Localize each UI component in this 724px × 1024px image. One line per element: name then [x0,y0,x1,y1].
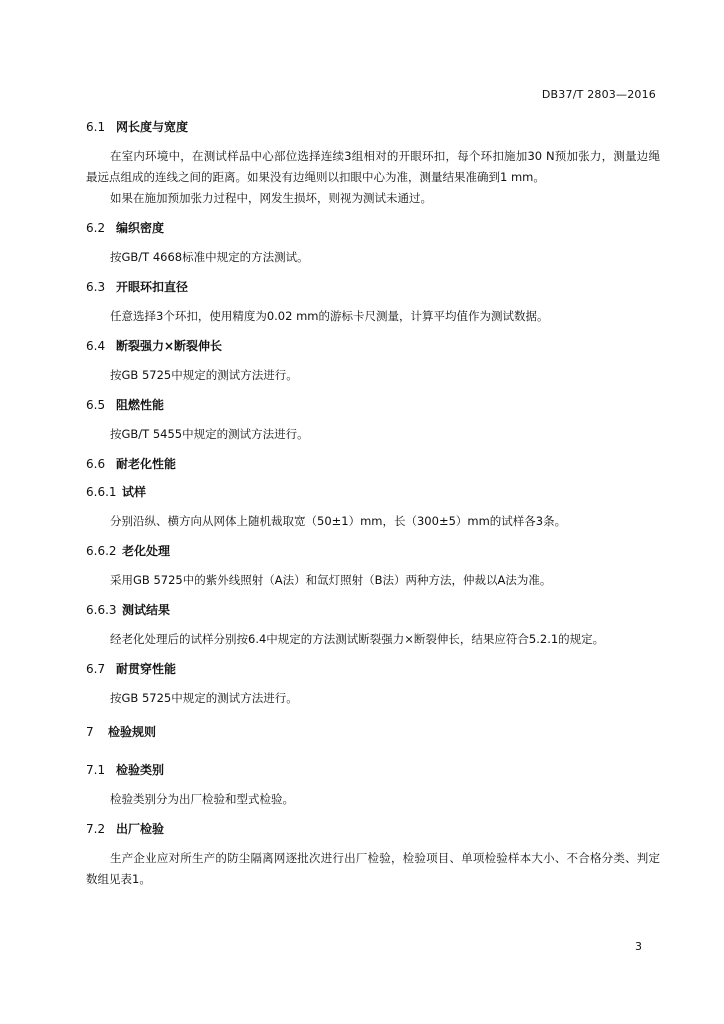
section-number: 7 [86,725,94,739]
section-number: 6.6.2 [86,544,117,558]
paragraph: 如果在施加预加张力过程中，网发生损坏，则视为测试未通过。 [110,191,432,205]
section-number: 6.6.3 [86,603,117,617]
section-title: 耐贯穿性能 [116,662,177,676]
section-number: 6.7 [86,662,106,676]
section-number: 6.2 [86,221,106,235]
section-number: 6.4 [86,339,106,353]
section-heading-6-6-1 [86,483,660,501]
section-number: 6.1 [86,120,106,134]
section-number: 6.6 [86,457,106,471]
section-heading-6-5 [86,396,660,414]
paragraph: 检验类别分为出厂检验和型式检验。 [110,792,294,806]
paragraph: 分别沿纵、横方向从网体上随机裁取宽（50±1）mm，长（300±5）mm的试样各3条。 [110,514,567,528]
section-title: 老化处理 [122,544,171,558]
paragraph: 按GB/T 5455中规定的测试方法进行。 [110,427,309,441]
section-title: 测试结果 [122,603,171,617]
section-number: 7.2 [86,822,106,836]
paragraph: 经老化处理后的试样分别按6.4中规定的方法测试断裂强力×断裂伸长，结果应符合5.2.1的规定。 [110,632,605,646]
section-title: 出厂检验 [116,822,165,836]
section-heading-6-6-2 [86,542,660,560]
section-heading-7-2 [86,820,660,838]
paragraph: 按GB 5725中规定的测试方法进行。 [110,368,298,382]
standard-code: DB37/T 2803—2016 [541,88,656,101]
section-title: 编织密度 [116,221,165,235]
chapter-heading-7 [86,723,660,741]
paragraph: 在室内环境中，在测试样品中心部位选择连续3组相对的开眼环扣，每个环扣施加30 N预加张力，测量边绳最远点组成的连线之间的距离。如果没有边绳则以扣眼中心为准，测量结果准确到1 mm。 [86,149,660,184]
section-title: 检验规则 [108,725,157,739]
section-heading-6-1 [86,118,660,136]
section-heading-6-6-3 [86,601,660,619]
paragraph: 按GB 5725中规定的测试方法进行。 [110,691,298,705]
paragraph: 按GB/T 4668标准中规定的方法测试。 [110,250,309,264]
section-title: 网长度与宽度 [116,120,189,134]
section-number: 7.1 [86,763,106,777]
section-heading-7-1 [86,761,660,779]
paragraph: 采用GB 5725中的紫外线照射（A法）和氙灯照射（B法）两种方法，仲裁以A法为准。 [110,573,552,587]
paragraph: 生产企业应对所生产的防尘隔离网逐批次进行出厂检验，检验项目、单项检验样本大小、不合格分类、判定数组见表1。 [86,851,660,886]
section-number: 6.3 [86,280,106,294]
section-number: 6.6.1 [86,485,117,499]
section-number: 6.5 [86,398,106,412]
section-heading-6-6 [86,455,660,473]
section-title: 开眼环扣直径 [116,280,189,294]
section-heading-6-7 [86,660,660,678]
section-heading-6-4 [86,337,660,355]
section-title: 试样 [122,485,147,499]
paragraph: 任意选择3个环扣，使用精度为0.02 mm的游标卡尺测量，计算平均值作为测试数据。 [110,309,549,323]
page-number: 3 [635,940,642,953]
section-title: 断裂强力×断裂伸长 [116,339,223,353]
section-title: 耐老化性能 [116,457,177,471]
section-heading-6-3 [86,278,660,296]
section-title: 阻燃性能 [116,398,165,412]
section-heading-6-2 [86,219,660,237]
document-body [86,118,660,890]
section-title: 检验类别 [116,763,165,777]
